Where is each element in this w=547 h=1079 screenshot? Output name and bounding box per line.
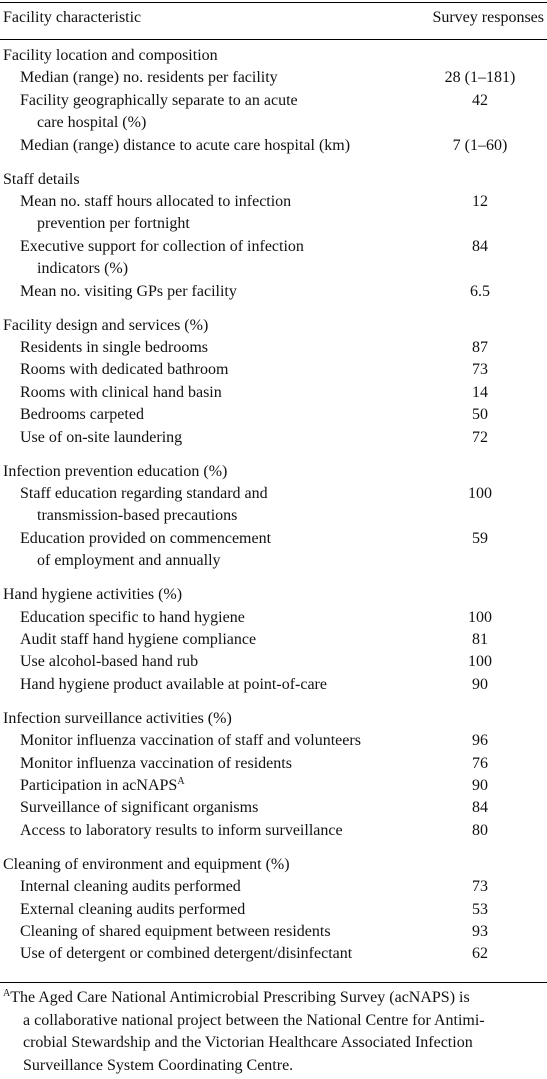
row-label-text: Facility geographically separate to an acute [20,91,298,109]
row-value: 81 [472,631,488,648]
row-value: 76 [472,754,488,772]
table-bottom-rule [0,982,547,983]
row-value: 28 (1–181) [444,69,516,87]
row-label-text: Use of on-site laundering [20,428,183,446]
row-label-text: Hand hygiene product available at point-of-care [20,675,327,693]
section-heading: Cleaning of environment and equipment (%) [3,855,290,873]
row-value: 90 [472,675,488,693]
row-label [37,550,221,572]
footnote-line: a collaborative national project between the National Centre for Antimi- [23,1011,485,1029]
row-value: 100 [468,653,492,671]
row-label-text: Median (range) no. residents per facility [20,69,278,87]
row-value: 100 [468,485,492,502]
row-value: 42 [472,91,488,109]
row-value: 100 [468,608,492,626]
row-value: 59 [472,529,488,547]
row-value: 12 [472,193,488,210]
row-label-text: Mean no. staff hours allocated to infection [20,193,292,210]
row-value: 14 [472,383,488,401]
row-value: 6.5 [470,282,490,300]
table-footnote [3,987,531,1077]
section-heading: Facility design and services (%) [3,316,209,334]
row-label [20,921,331,943]
footnote-line: Surveillance System Coordinating Centre. [23,1056,294,1074]
row-label-text: Rooms with clinical hand basin [20,383,222,401]
section-heading: Hand hygiene activities (%) [3,586,183,604]
row-label [20,899,245,921]
row-label-text: Use alcohol-based hand rub [20,653,199,671]
row-label-text: Education provided on commencement [20,529,272,547]
column-header-characteristic: Facility characteristic [3,9,142,26]
row-label-text: Education specific to hand hygiene [20,608,245,626]
row-label-text: Monitor influenza vaccination of staff and volunteers [20,732,361,750]
row-label [20,90,298,112]
row-label-text: Staff education regarding standard and [20,485,268,502]
row-label [20,528,271,550]
row-label [20,797,258,819]
row-label [20,337,208,359]
row-value: 84 [472,237,488,255]
row-value: 73 [472,878,488,896]
row-label [20,820,343,842]
row-label-text: Audit staff hand hygiene compliance [20,631,257,648]
row-label [20,191,291,213]
footnote-line: The Aged Care National Antimicrobial Prescribing Survey (acNAPS) is [10,989,470,1006]
row-value: 73 [472,361,488,379]
row-label-text: Bedrooms carpeted [20,406,144,424]
footnote-marker: A [3,988,11,999]
row-label [20,359,228,381]
row-label [20,67,278,89]
row-label [20,753,292,775]
row-label-text: Surveillance of significant organisms [20,799,259,817]
row-value: 90 [472,777,488,794]
row-label-text: Median (range) distance to acute care hospital (km) [20,136,351,154]
column-header-survey-responses: Survey responses [432,9,544,26]
table-header-rule [0,39,547,40]
row-label-text: care hospital (%) [37,114,147,132]
row-value: 84 [472,799,488,817]
row-label [20,427,182,449]
row-label [20,629,256,651]
row-label [20,674,327,696]
row-label-text: Participation in acNAPS [20,777,178,794]
row-label-text: Monitor influenza vaccination of residents [20,754,292,772]
footnote-reference: A [177,776,185,787]
row-label [20,236,304,258]
section-heading: Staff details [3,170,80,188]
row-label [20,382,222,404]
row-label-text: Residents in single bedrooms [20,339,208,356]
row-label [20,404,144,426]
row-value: 50 [472,406,488,424]
section-heading: Infection prevention education (%) [3,462,228,480]
row-label [37,213,190,235]
row-value: 72 [472,428,488,446]
row-value: 80 [472,821,488,839]
row-label-text: transmission-based precautions [37,507,238,525]
row-value: 87 [472,339,488,356]
row-label-text: prevention per fortnight [37,215,190,233]
row-label [20,281,237,303]
row-label-text: Mean no. visiting GPs per facility [20,282,237,300]
row-label [20,135,350,157]
row-label-text: Use of detergent or combined detergent/disinfectant [20,945,353,963]
row-label [37,505,237,527]
row-label-text: Rooms with dedicated bathroom [20,361,229,379]
row-label-text: Cleaning of shared equipment between residents [20,923,331,940]
row-label-text: indicators (%) [37,260,129,278]
row-label [20,651,198,673]
row-value: 96 [472,732,488,750]
row-label-text: of employment and annually [37,552,221,570]
row-label-text: Access to laboratory results to inform surveillance [20,821,343,839]
section-heading: Facility location and composition [3,47,218,64]
row-label-text: Internal cleaning audits performed [20,878,241,896]
row-value: 53 [472,900,488,918]
row-label [20,775,185,797]
row-label-text: Executive support for collection of infection [20,237,304,255]
row-label [37,112,146,134]
row-label [37,258,128,280]
row-label [20,730,361,752]
table-top-rule [0,2,547,3]
row-value: 62 [472,945,488,963]
footnote-line: crobial Stewardship and the Victorian Healthcare Associated Infection [23,1034,473,1051]
row-label [20,943,352,965]
section-heading: Infection surveillance activities (%) [3,709,232,727]
row-label [20,483,268,505]
row-value: 93 [472,923,488,940]
row-label-text: External cleaning audits performed [20,900,246,918]
row-label [20,607,245,629]
row-label [20,876,241,898]
row-value: 7 (1–60) [452,136,508,154]
